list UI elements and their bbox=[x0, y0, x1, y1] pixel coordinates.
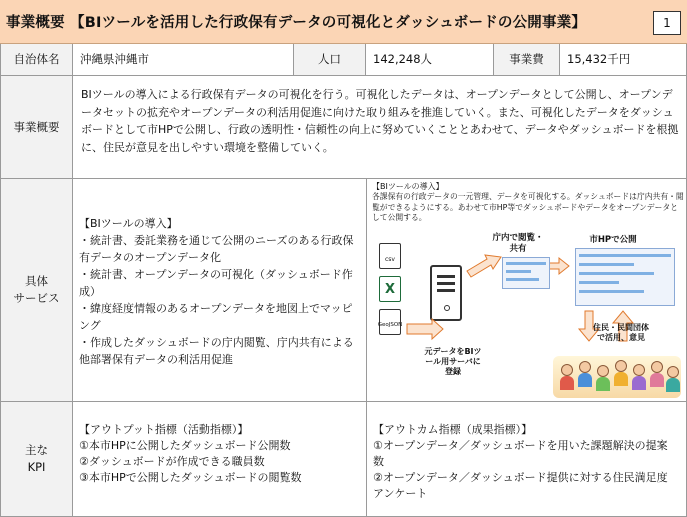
header-bar bbox=[0, 0, 687, 44]
services-bullet: ・緯度経度情報のあるオープンデータを地図上でマッピング bbox=[79, 302, 353, 332]
population-label: 人口 bbox=[294, 44, 366, 76]
page-number: 1 bbox=[653, 11, 681, 35]
internal-share-label: 庁内で閲覧・ 共有 bbox=[492, 233, 544, 254]
services-label-line2: サービス bbox=[13, 291, 60, 305]
services-text bbox=[73, 179, 367, 402]
kpi-output-item: ①本市HPに公開したダッシュボード公開数 bbox=[79, 439, 291, 452]
municipality-label: 自治体名 bbox=[0, 44, 73, 76]
kpi-label bbox=[0, 402, 73, 517]
internal-dashboard-screen bbox=[502, 257, 550, 289]
overview-text: BIツールの導入による行政保有データの可視化を行う。可視化したデータは、オープンデータとして公開し、オープンデータセットの拡充やオープンデータの利活用促進に向けた取り組みを推進していく。また、可視化したデータをダッシュボードとして市HPで公開し、行政の透明性・信頼性の向上に努めていくこととあわせて、データやダッシュボードを根拠に、住民が意見を出しやすい環境を整備していく。 bbox=[73, 76, 687, 179]
population-value: 142,248人 bbox=[366, 44, 494, 76]
services-bullet: ・統計書、委託業務を通じて公開のニーズのある行政保有データのオープンデータ化 bbox=[79, 234, 354, 264]
residents-illustration bbox=[553, 356, 681, 398]
csv-file-icon: csv bbox=[379, 243, 401, 269]
services-diagram bbox=[367, 179, 687, 402]
cost-value: 15,432千円 bbox=[560, 44, 687, 76]
kpi-outcome-heading: 【アウトカム指標（成果指標）】 bbox=[373, 423, 533, 436]
services-bullet: ・統計書、オープンデータの可視化（ダッシュボード作成） bbox=[79, 268, 353, 298]
register-label: 元データをBIツール用サーバに登録 bbox=[424, 347, 482, 376]
kpi-output-item: ③本市HPで公開したダッシュボードの閲覧数 bbox=[79, 471, 302, 484]
kpi-label-line2: KPI bbox=[27, 460, 46, 474]
excel-file-icon: X bbox=[379, 276, 401, 302]
kpi-output-item: ②ダッシュボードが作成できる職員数 bbox=[79, 455, 265, 468]
services-bullet: ・作成したダッシュボードの庁内閲覧、庁内共有による他部署保有データの利活用促進 bbox=[79, 336, 354, 366]
page-title: 事業概要 【BIツールを活用した行政保有データの可視化とダッシュボードの公開事業】 bbox=[6, 15, 587, 31]
kpi-outcome-item: ①オープンデータ／ダッシュボードを用いた課題解決の提案数 bbox=[373, 439, 668, 468]
overview-label: 事業概要 bbox=[0, 76, 73, 179]
services-label bbox=[0, 179, 73, 402]
services-heading: 【BIツールの導入】 bbox=[79, 217, 178, 230]
register-arrow bbox=[407, 319, 443, 339]
public-dashboard-screen bbox=[575, 248, 675, 306]
residents-label: 住民・民間団体 で活用、意見 bbox=[593, 323, 649, 342]
kpi-output bbox=[73, 402, 367, 517]
kpi-output-heading: 【アウトプット指標（活動指標）】 bbox=[79, 423, 249, 436]
kpi-label-line1: 主な bbox=[25, 443, 48, 457]
diagram-description: 各課保有の行政データの一元管理、データを可視化する。ダッシュボードは庁内共有・閲覧ができるようにする。あわせて市HP等でダッシュボードやデータをオープンデータとして公開する。 bbox=[372, 192, 684, 222]
cost-label: 事業費 bbox=[494, 44, 560, 76]
diagram-title: 【BIツールの導入】 bbox=[372, 182, 444, 191]
public-hp-label: 市HPで公開 bbox=[589, 235, 637, 245]
services-label-line1: 具体 bbox=[25, 274, 48, 288]
municipality-value: 沖縄県沖縄市 bbox=[73, 44, 294, 76]
kpi-outcome bbox=[367, 402, 687, 517]
geojson-file-icon: GeoJSON bbox=[379, 309, 401, 335]
kpi-outcome-item: ②オープンデータ／ダッシュボード提供に対する住民満足度アンケート bbox=[373, 471, 668, 500]
summary-table bbox=[0, 44, 687, 517]
internal-arrow bbox=[467, 255, 501, 277]
